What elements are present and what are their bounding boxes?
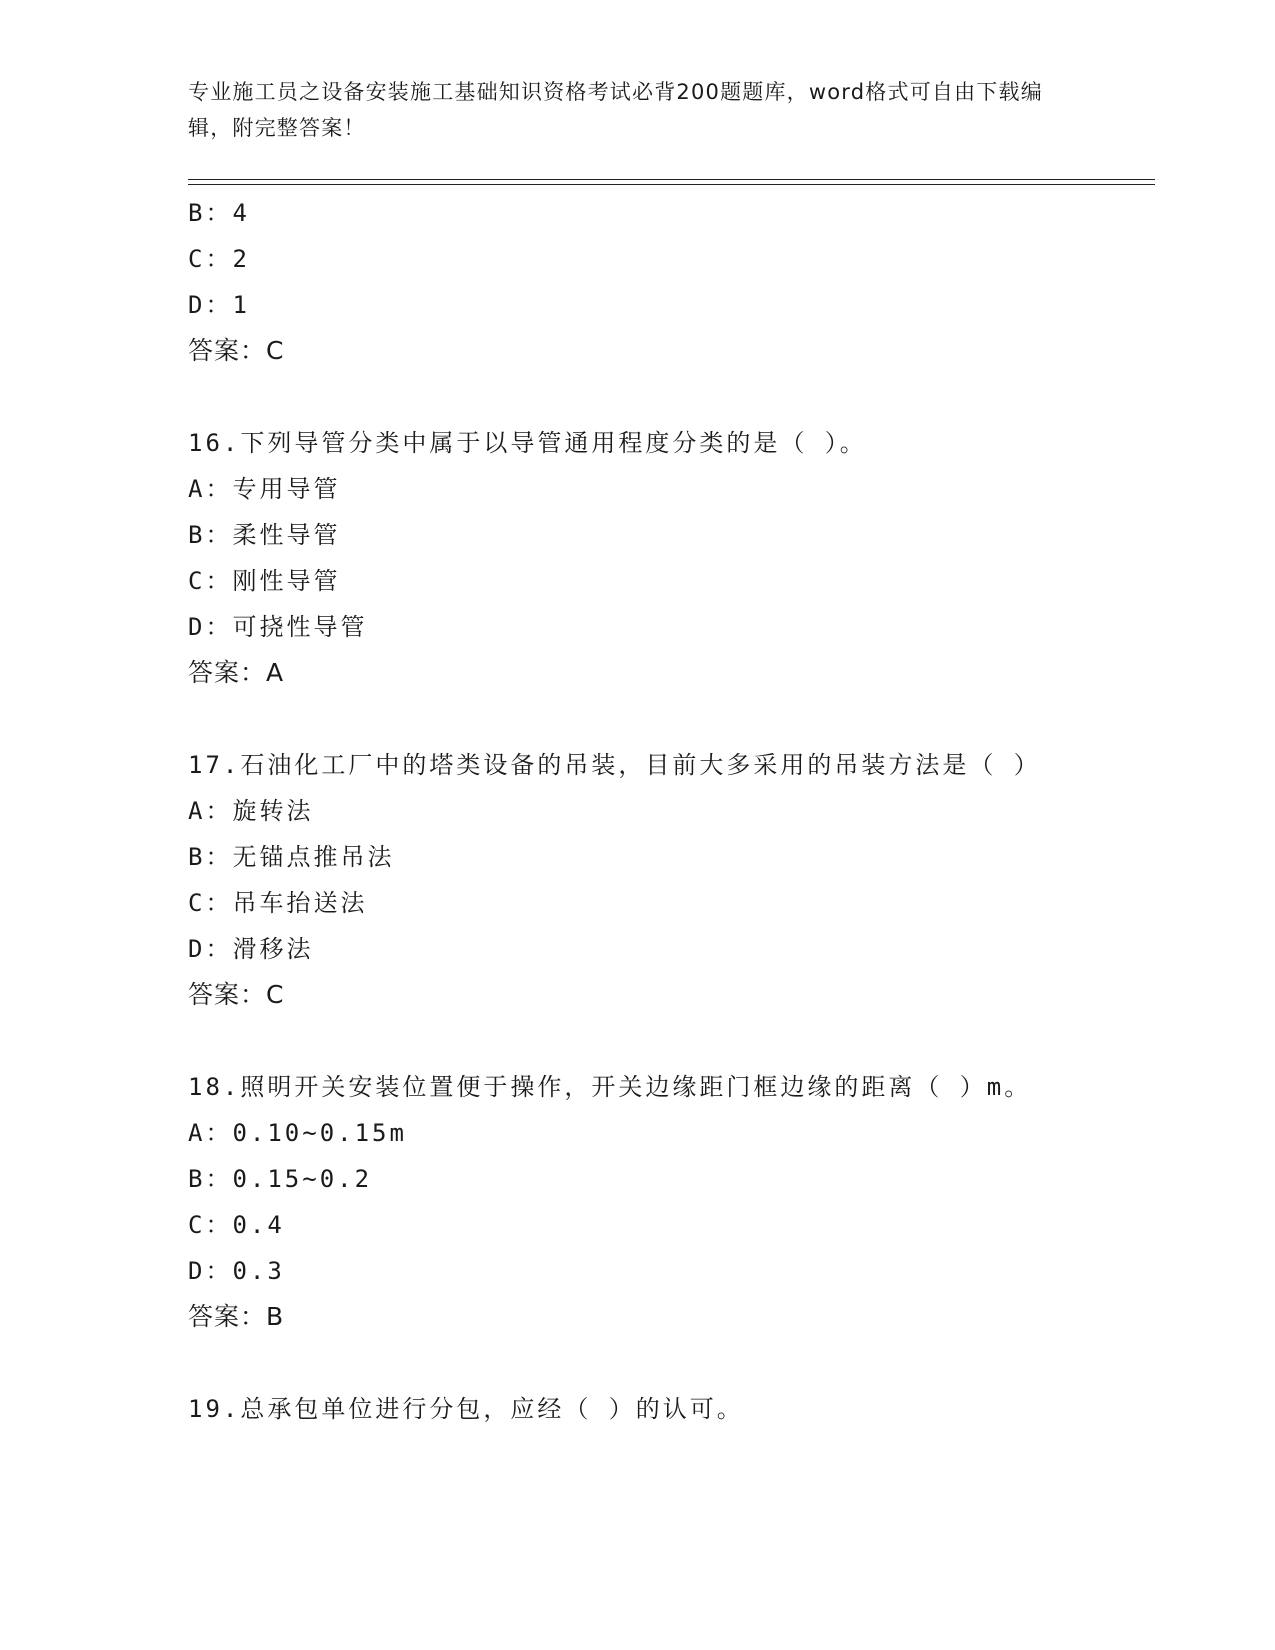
option-c: C：吊车抬送法 <box>188 889 368 917</box>
option-c: C：2 <box>188 245 250 273</box>
option-a: A：0.10~0.15m <box>188 1119 407 1147</box>
answer-line: 答案：A <box>188 658 285 687</box>
option-d: D：1 <box>188 291 250 319</box>
header-divider-thin <box>188 184 1155 185</box>
option-a: A：旋转法 <box>188 797 314 825</box>
question-19: 19.总承包单位进行分包，应经（ ）的认可。 <box>188 1395 744 1423</box>
spacer <box>188 696 1088 742</box>
option-d: D：滑移法 <box>188 935 314 963</box>
option-b: B：无锚点推吊法 <box>188 843 395 871</box>
document-header-title: 专业施工员之设备安装施工基础知识资格考试必背200题题库，word格式可自由下载编辑，附完整答案！ <box>188 80 1043 140</box>
spacer <box>188 1340 1088 1386</box>
option-d: D：0.3 <box>188 1257 285 1285</box>
question-18: 18.照明开关安装位置便于操作，开关边缘距门框边缘的距离（ ）m。 <box>188 1073 1032 1101</box>
option-b: B：0.15~0.2 <box>188 1165 373 1193</box>
spacer <box>188 1018 1088 1064</box>
question-17: 17.石油化工厂中的塔类设备的吊装，目前大多采用的吊装方法是（ ） <box>188 751 1041 779</box>
spacer <box>188 374 1088 420</box>
answer-line: 答案：C <box>188 980 285 1009</box>
question-16: 16.下列导管分类中属于以导管通用程度分类的是（ ）。 <box>188 429 867 457</box>
option-c: C：0.4 <box>188 1211 285 1239</box>
answer-line: 答案：C <box>188 336 285 365</box>
option-a: A：专用导管 <box>188 475 341 503</box>
option-c: C：刚性导管 <box>188 567 341 595</box>
option-b: B：柔性导管 <box>188 521 341 549</box>
option-d: D：可挠性导管 <box>188 613 368 641</box>
header-divider-thick <box>188 179 1155 180</box>
option-b: B：4 <box>188 199 250 227</box>
question-list <box>188 190 1088 1432</box>
answer-line: 答案：B <box>188 1302 285 1331</box>
